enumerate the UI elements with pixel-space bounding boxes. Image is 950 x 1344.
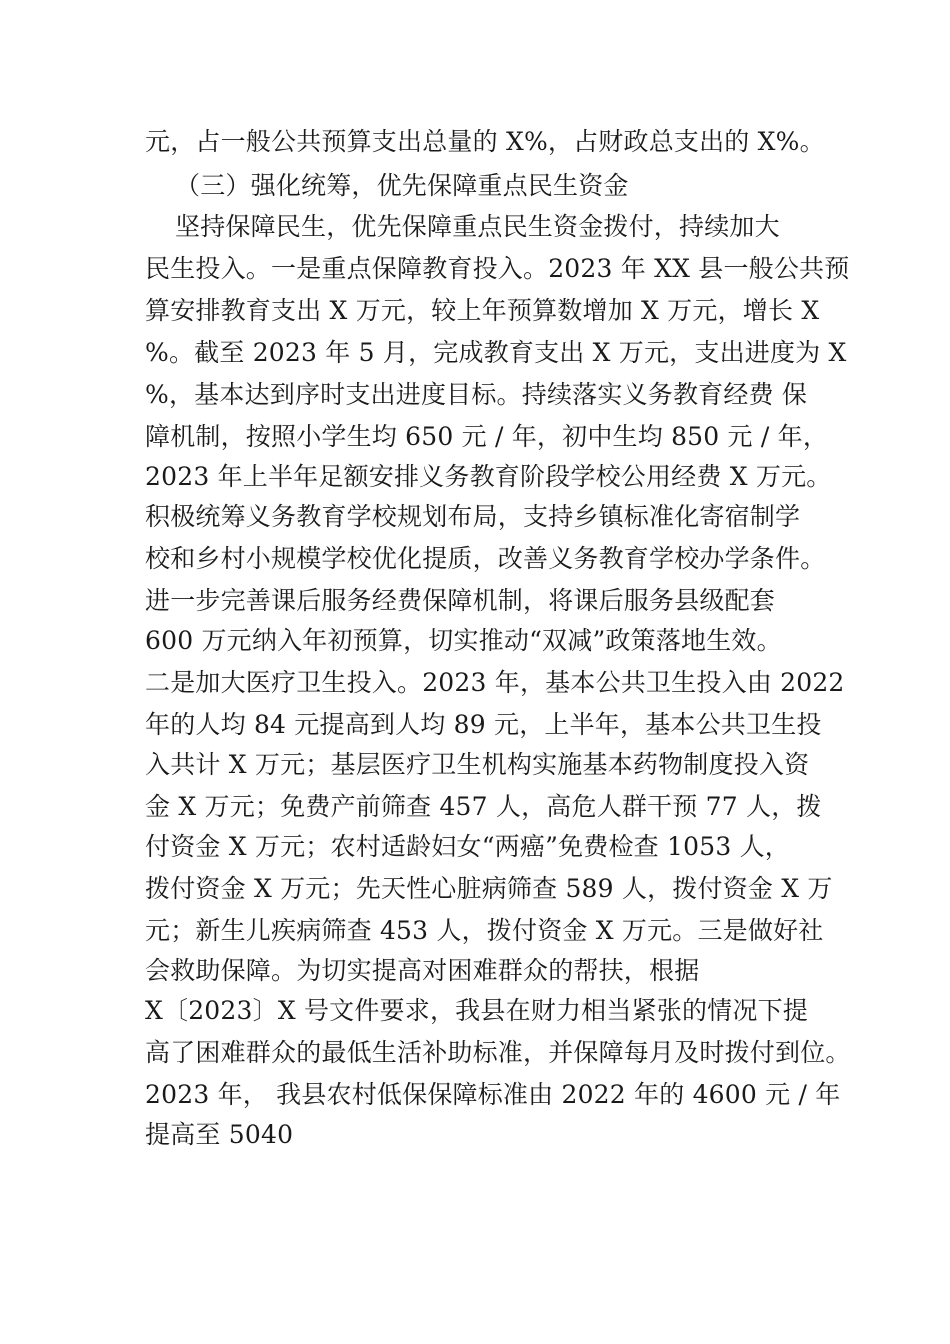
text-line: %，基本达到序时支出进度目标。持续落实义务教育经费 保 <box>145 380 808 409</box>
section-heading: （三）强化统筹，优先保障重点民生资金 <box>175 171 629 200</box>
text-line: 高了困难群众的最低生活补助标准，并保障每月及时拨付到位。 <box>145 1038 851 1067</box>
text-line: 付资金 X 万元；农村适龄妇女“两癌”免费检查 1053 人， <box>145 832 790 861</box>
text-line: 校和乡村小规模学校优化提质，改善义务教育学校办学条件。 <box>145 544 826 573</box>
text-line: 积极统筹义务教育学校规划布局，支持乡镇标准化寄宿制学 <box>145 502 801 531</box>
text-line: %。截至 2023 年 5 月，完成教育支出 X 万元，支出进度为 X <box>145 338 847 367</box>
text-line: 拨付资金 X 万元；先天性心脏病筛查 589 人，拨付资金 X 万 <box>145 874 833 903</box>
text-line: 年的人均 84 元提高到人均 89 元，上半年，基本公共卫生投 <box>145 710 822 739</box>
text-line: 入共计 X 万元；基层医疗卫生机构实施基本药物制度投入资 <box>145 750 810 779</box>
text-line: 2023 年上半年足额安排义务教育阶段学校公用经费 X 万元。 <box>145 462 832 491</box>
text-line: 金 X 万元；免费产前筛查 457 人，高危人群干预 77 人，拨 <box>145 792 822 821</box>
text-line: 元；新生儿疾病筛查 453 人，拨付资金 X 万元。三是做好社 <box>145 916 824 945</box>
text-line: 2023 年， 我县农村低保保障标准由 2022 年的 4600 元 / 年 <box>145 1080 841 1109</box>
text-line: 算安排教育支出 X 万元，较上年预算数增加 X 万元，增长 X <box>145 296 820 325</box>
text-line: 进一步完善课后服务经费保障机制，将课后服务县级配套 <box>145 586 776 615</box>
text-line: 会救助保障。为切实提高对困难群众的帮扶，根据 <box>145 956 700 985</box>
text-line: 二是加大医疗卫生投入。2023 年，基本公共卫生投入由 2022 <box>145 668 845 697</box>
text-line: 600 万元纳入年初预算，切实推动“双减”政策落地生效。 <box>145 626 782 655</box>
text-line: 元，占一般公共预算支出总量的 X%，占财政总支出的 X%。 <box>145 127 825 156</box>
text-line: 提高至 5040 <box>145 1120 294 1149</box>
text-line: 民生投入。一是重点保障教育投入。2023 年 XX 县一般公共预 <box>145 254 850 283</box>
paragraph-first-line: 坚持保障民生，优先保障重点民生资金拨付，持续加大 <box>175 212 780 241</box>
text-line: 障机制，按照小学生均 650 元 / 年，初中生均 850 元 / 年， <box>145 422 829 451</box>
text-line: X〔2023〕X 号文件要求，我县在财力相当紧张的情况下提 <box>145 996 808 1025</box>
